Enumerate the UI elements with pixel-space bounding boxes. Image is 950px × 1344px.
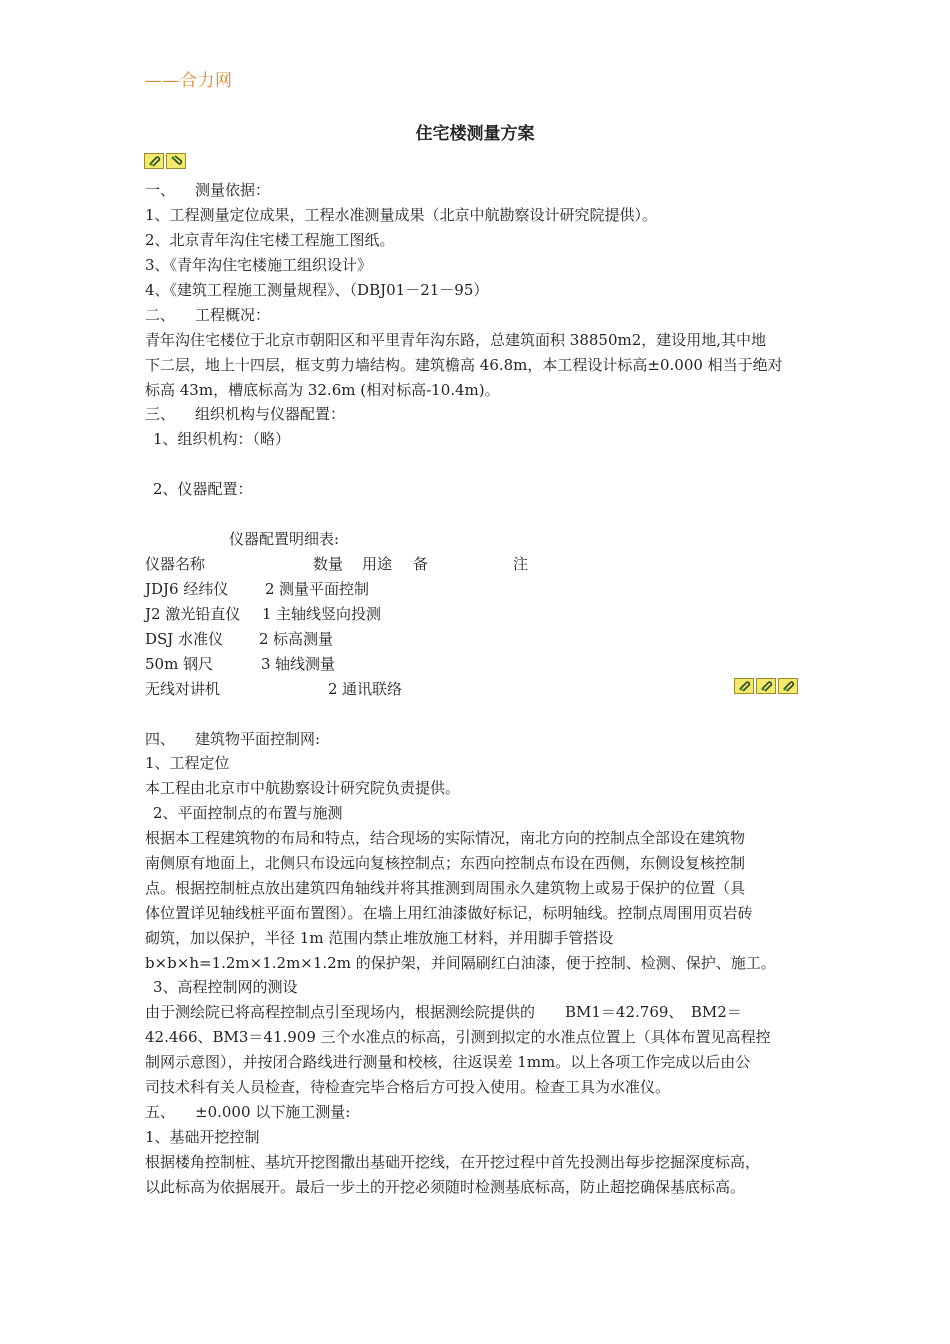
section-2-heading: 二、 工程概况： — [145, 306, 271, 324]
text-line: 42.466、BM3＝41.909 三个水准点的标高，引测到拟定的水准点位置上（具体布置见高程控 — [145, 1028, 771, 1046]
section-3-heading: 三、 组织机构与仪器配置： — [145, 405, 346, 423]
text-line: 司技术科有关人员检查，待检查完毕合格后方可投入使用。检查工具为水准仪。 — [145, 1078, 671, 1096]
text-line: 4、《建筑工程施工测量规程》、（DBJ01－21－95） — [145, 281, 489, 299]
attachment-icons-right — [734, 678, 798, 694]
table-caption: 仪器配置明细表: — [229, 530, 340, 548]
table-header: 用途 — [362, 555, 393, 573]
section-1-heading: 一、 测量依据： — [145, 181, 271, 199]
text-line: 以此标高为依据展开。最后一步土的开挖必须随时检测基底标高，防止超挖确保基底标高。 — [145, 1178, 746, 1196]
paperclip-icon[interactable] — [734, 678, 754, 694]
table-header: 数量 — [313, 555, 344, 573]
text-line: 根据楼角控制桩、基坑开挖图撒出基础开挖线，在开挖过程中首先投测出每步挖掘深度标高， — [145, 1153, 761, 1171]
paperclip-icon[interactable] — [166, 153, 186, 169]
section-4-heading: 四、 建筑物平面控制网: — [145, 730, 321, 748]
text-line: 1、组织机构：（略） — [153, 430, 291, 448]
text-line: 3、《青年沟住宅楼施工组织设计》 — [145, 256, 373, 274]
text-line: 点。根据控制桩点放出建筑四角轴线并将其推测到周围永久建筑物上或易于保护的位置（具 — [145, 879, 746, 897]
text-line: 2、仪器配置： — [153, 480, 253, 498]
table-header: 仪器名称 — [145, 555, 206, 573]
text-line: 标高 43m，槽底标高为 32.6m (相对标高-10.4m)。 — [145, 381, 500, 399]
paperclip-icon[interactable] — [144, 153, 164, 169]
text-line: b×b×h=1.2m×1.2m×1.2m 的保护架，并间隔刷红白油漆，便于控制、检测、保护、施工。 — [145, 954, 776, 972]
brand-header[interactable]: ——合力网 — [145, 71, 233, 91]
text-line: 2、北京青年沟住宅楼工程施工图纸。 — [145, 231, 395, 249]
text-line: 1、工程测量定位成果，工程水准测量成果（北京中航勘察设计研究院提供）。 — [145, 206, 658, 224]
subheading: 1、工程定位 — [145, 754, 230, 772]
text-line: 下二层，地上十四层，框支剪力墙结构。建筑檐高 46.8m，本工程设计标高±0.000 相当于绝对 — [145, 356, 783, 374]
text-line: 体位置详见轴线桩平面布置图）。在墙上用红油漆做好标记，标明轴线。控制点周围用页岩砖 — [145, 904, 753, 922]
section-5-heading: 五、 ±0.000 以下施工测量: — [145, 1103, 351, 1121]
attachment-icons-top — [144, 153, 186, 169]
page-title: 住宅楼测量方案 — [415, 124, 535, 144]
text-line: 制网示意图），并按闭合路线进行测量和校核，往返误差 1mm。以上各项工作完成以后由公 — [145, 1053, 751, 1071]
document-page: ——合力网 住宅楼测量方案 一、 测量依据： 1、工程测量定位成果，工程水准测量成果（北京中航勘察设计研究院提供）。 2、北京青年沟住宅楼工程施工图纸。 3、《青年沟住宅楼施工组织设计》 4、《建筑工程施工测量规程》、（DBJ01－21－95） 二、 工程概况： 青年沟住宅楼位于北京市朝阳区和平里青年沟东路，总建筑面积 38850m2，建设用地,其中地 下二层，地上十四层，框支剪力墙结构。建筑檐高 46.8m，本工程设计标高±0.000 相当于绝对 标高 43m，槽底标高为 32.6m (相对标高-10.4m)。 三、 组织机构与仪器配置： 1、组织机构：（略） 2、仪器配置： 仪器配置明细表: 仪器名称 数量 用途 备 注 JDJ6 经纬仪 2 测量平面控制 J2 激光铅直仪 1 主轴线竖向投测 DSJ 水准仪 2 标高测量 50m 钢尺 3 轴线测量 无线对讲机 2 通讯联络 四、 建筑物平面控制网: 1、工程定位 本工程由北京市中航勘察设计研究院负责提供。 2、平面控制点的布置与施测 根据本工程建筑物的布局和特点，结合现场的实际情况，南北方向的控制点全部设在建筑物 南侧原有地面上，北侧只布设远向复核控制点；东西向控制点布设在西侧，东侧设复核控制 点。根据控制桩点放出建筑四角轴线并将其推测到周围永久建筑物上或易于保护的位置（具 体位置详见轴线桩平面布置图）。在墙上用红油漆做好标记，标明轴线。控制点周围用页岩砖 砌筑，加以保护，半径 1m 范围内禁止堆放施工材料，并用脚手管搭设 b×b×h=1.2m×1.2m×1.2m 的保护架，并间隔刷红白油漆，便于控制、检测、保护、施工。 3、高程控制网的测设 由于测绘院已将高程控制点引至现场内，根据测绘院提供的 BM1＝42.769、 BM2＝ 42.466、BM3＝41.909 三个水准点的标高，引测到拟定的水准点位置上（具体布置见高程控 制网示意图），并按闭合路线进行测量和校核，往返误差 1mm。以上各项工作完成以后由公 司技术科有关人员检查，待检查完毕合格后方可投入使用。检查工具为水准仪。 五、 ±0.000 以下施工测量: 1、基础开挖控制 根据楼角控制桩、基坑开挖图撒出基础开挖线，在开挖过程中首先投测出每步挖掘深度标高， 以此标高为依据展开。最后一步土的开挖必须随时检测基底标高，防止超挖确保基底标高。 — [0, 0, 950, 1344]
subheading: 2、平面控制点的布置与施测 — [153, 804, 343, 822]
text-line: 根据本工程建筑物的布局和特点，结合现场的实际情况，南北方向的控制点全部设在建筑物 — [145, 829, 746, 847]
paperclip-icon[interactable] — [778, 678, 798, 694]
text-line: 本工程由北京市中航勘察设计研究院负责提供。 — [145, 779, 461, 797]
text-line: 砌筑，加以保护，半径 1m 范围内禁止堆放施工材料，并用脚手管搭设 — [145, 929, 614, 947]
subheading: 1、基础开挖控制 — [145, 1128, 260, 1146]
text-line: 青年沟住宅楼位于北京市朝阳区和平里青年沟东路，总建筑面积 38850m2，建设用地,其中地 — [145, 331, 767, 349]
table-header: 注 — [513, 555, 529, 573]
subheading: 3、高程控制网的测设 — [153, 978, 298, 996]
text-line: 由于测绘院已将高程控制点引至现场内，根据测绘院提供的 BM1＝42.769、 BM2＝ — [145, 1003, 742, 1021]
table-header: 备 — [413, 555, 429, 573]
text-line: 南侧原有地面上，北侧只布设远向复核控制点；东西向控制点布设在西侧，东侧设复核控制 — [145, 854, 746, 872]
paperclip-icon[interactable] — [756, 678, 776, 694]
